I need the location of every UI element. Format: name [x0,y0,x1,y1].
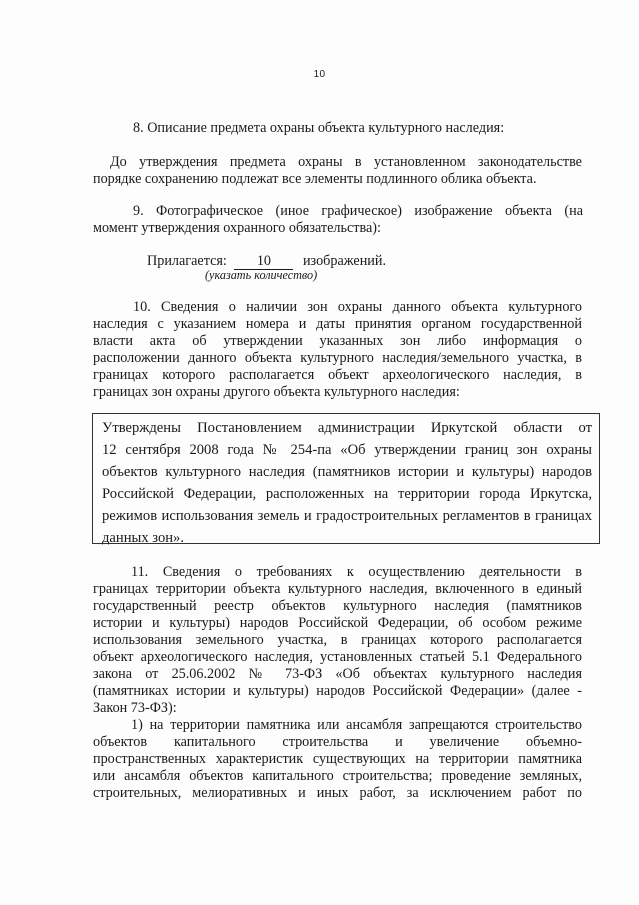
attachment-label: Прилагается: [147,253,227,269]
section-9-text-line: 9. Фотографическое (иное графическое) изображение объекта (на [133,203,583,219]
section-8-text-line: До утверждения предмета охраны в установленном законодательстве [110,154,582,170]
section-11-text-line: закона от 25.06.2002 № 73-ФЗ «Об объектах культурного наследия [93,666,582,682]
section-9-text-line: момент утверждения охранного обязательства): [93,220,381,236]
section-10-text-line: власти акта об утверждении указанных зон либо информация о [93,333,582,349]
section-11-text-line: Закон 73-ФЗ): [93,700,177,716]
section-10-text-line: 10. Сведения о наличии зон охраны данного объекта культурного [133,299,582,315]
section-11-text-line: или ансамбля объектов капитального строительства; проведение земляных, [93,768,582,784]
section-8-text-line: порядке сохранению подлежат все элементы подлинного облика объекта. [93,171,537,187]
section-11-text-line: 11. Сведения о требованиях к осуществлению деятельности в [131,564,582,580]
zones-approval-line: Российской Федерации, расположенных на территории города Иркутска, [102,486,592,502]
section-10-text-line: наследия с указанием номера и даты принятия органом государственной [93,316,582,332]
section-10-text-line: расположении данного объекта культурного наследия/земельного участка, в [93,350,582,366]
section-11-text-line: использования земельного участка, в границах которого располагается [93,632,582,648]
zones-approval-line: 12 сентября 2008 года № 254-па «Об утверждении границ зон охраны [102,442,592,458]
zones-approval-line: Утверждены Постановлением администрации Иркутской области от [102,420,592,436]
section-8-heading: 8. Описание предмета охраны объекта культурного наследия: [133,120,505,136]
section-10-text-line: границах зон охраны другого объекта культурного наследия: [93,384,460,400]
section-11-text-line: пространственных характеристик существующих на территории памятника [93,751,582,767]
section-11-text-line: объектов капитального строительства и увеличение объемно- [93,734,582,750]
attachment-count: 10 [234,254,293,270]
zones-approval-line: режимов использования земель и градостроительных регламентов в границах [102,508,592,524]
zones-approval-line: данных зон». [102,530,185,546]
page-number: 10 [313,69,326,80]
section-11-text-line: (памятниках истории и культуры) народов Российской Федерации» (далее - [93,683,582,699]
attachment-count-hint: (указать количество) [205,268,318,282]
attachment-suffix: изображений. [302,253,387,269]
section-11-text-line: границах территории объекта культурного наследия, включенного в единый [93,581,582,597]
section-11-text-line: строительных, мелиоративных и иных работ, за исключением работ по [93,785,582,801]
section-10-text-line: границах которого располагается объект археологического наследия, в [93,367,582,383]
zones-approval-box [92,413,600,544]
section-11-text-line: 1) на территории памятника или ансамбля запрещаются строительство [131,717,582,733]
zones-approval-line: объектов культурного наследия (памятников истории и культуры) народов [102,464,592,480]
section-11-text-line: объект археологического наследия, установленных статьей 5.1 Федерального [93,649,582,665]
section-11-text-line: истории и культуры) народов Российской Федерации, об особом режиме [93,615,582,631]
section-11-text-line: государственный реестр объектов культурного наследия (памятников [93,598,582,614]
